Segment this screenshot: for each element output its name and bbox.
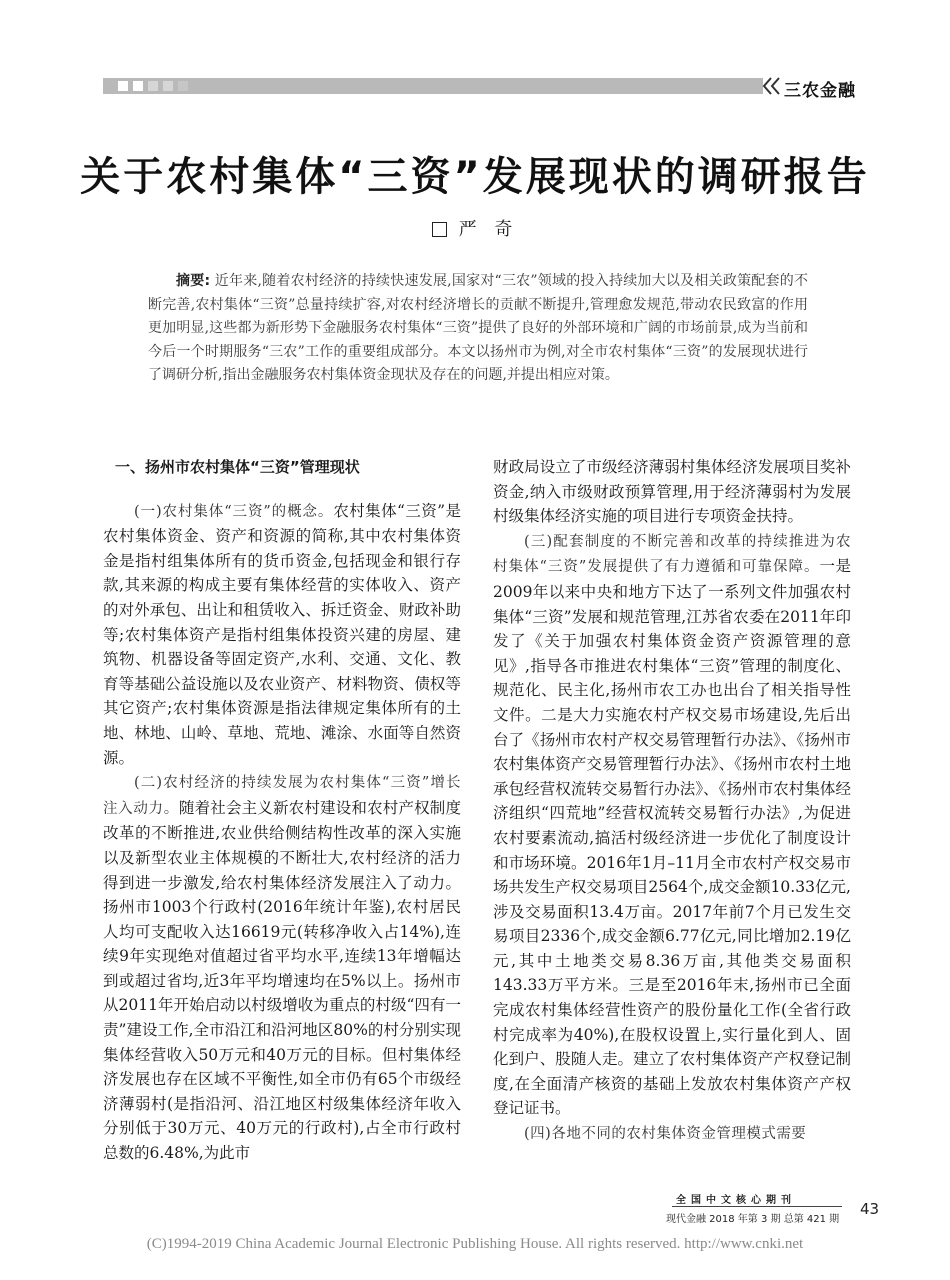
paragraph-institutions (493, 529, 851, 1121)
subsection-heading: (四)各地不同的农村集体资金管理模式需要 (524, 1126, 807, 1143)
header-square (163, 81, 173, 91)
page-number: 43 (860, 1200, 880, 1218)
paragraph-continued: 财政局设立了市级经济薄弱村集体经济发展项目奖补资金,纳入市级财政预算管理,用于经济薄弱村为发展村级集体经济实施的项目进行专项资金扶持。 (493, 458, 851, 526)
header-square (148, 81, 158, 91)
header-square (118, 81, 128, 91)
header-bar (103, 78, 763, 94)
abstract (148, 270, 808, 388)
footer-divider (672, 1206, 842, 1207)
subsection-heading: (一)农村集体“三资”的概念。 (134, 503, 334, 520)
left-column (103, 455, 461, 1166)
article-title: 关于农村集体“三资”发展现状的调研报告 (80, 154, 870, 200)
section-heading: 一、扬州市农村集体“三资”管理现状 (115, 458, 360, 476)
paragraph-text: 农村集体“三资”是农村集体资金、资产和资源的简称,其中农村集体资金是指村组集体所有的货币资金,包括现金和银行存款,其来源的构成主要有集体经营的实体收入、资产的对外承包、出让和租赁收入、拆迁资金、财政补助等;农村集体资产是指村组集体投资兴建的房屋、建筑物、机器设备等固定资产,水利、交通、文化、教育等基础公益设施以及农业资产、材料物资、债权等其它资产;农村集体资源是指法律规定集体所有的土地、林地、山岭、草地、荒地、滩涂、水面等自然资源。 (103, 501, 461, 767)
paragraph-text: 随着社会主义新农村建设和农村产权制度改革的不断推进,农业供给侧结构性改革的深入实施以及新型农业主体规模的不断壮大,农村经济的活力得到进一步激发,给农村集体经济发展注入了动力。扬州市1003个行政村(2016年统计年鉴),农村居民人均可支配收入达16619元(转移净收入占14%),连续9年实现绝对值超过省平均水平,连续13年增幅达到或超过省均,近3年平均增速均在5%以上。扬州市从2011年开始启动以村级增收为重点的村级“四有一责”建设工作,全市沿江和沿河地区80%的村分别实现集体经营收入50万元和40万元的目标。但村集体经济发展也存在区域不平衡性,如全市仍有65个市级经济薄弱村(是指沿河、沿江地区村级集体经济年收入分别低于30万元、40万元的行政村),占全市行政村总数的6.48%,为此市 (103, 798, 461, 1163)
author-name: 严 奇 (458, 219, 519, 240)
paragraph-development (103, 770, 461, 1166)
issue-label: 现代金融 2018 年第 3 期 总第 421 期 (666, 1214, 840, 1225)
header-squares (118, 81, 188, 91)
abstract-label: 摘要: (176, 273, 211, 289)
header-square (178, 81, 188, 91)
paragraph-concept (103, 499, 461, 771)
double-chevron-left-icon (760, 74, 784, 98)
section-label: 三农金融 (784, 81, 856, 101)
copyright-notice: (C)1994-2019 China Academic Journal Electronic Publishing House. All rights reserved. http://www.cnki.net (146, 1236, 804, 1252)
subsection-heading: (二)农村经济的持续发展为农村集体“三资”增长注入动力。 (103, 775, 461, 817)
subsection-heading: (三)配套制度的不断完善和改革的持续推进为农村集体“三资”发展提供了有力遵循和可靠保障。 (493, 533, 851, 576)
abstract-text: 近年来,随着农村经济的持续快速发展,国家对“三农”领域的投入持续加大以及相关政策配套的不断完善,农村集体“三资”总量持续扩容,对农村经济增长的贡献不断提升,管理愈发规范,带动农民致富的作用更加明显,这些都为新形势下金融服务农村集体“三资”提供了良好的外部环境和广阔的市场前景,成为当前和今后一个时期服务“三农”工作的重要组成部分。本文以扬州市为例,对全市农村集体“三资”的发展现状进行了调研分析,指出金融服务农村集体资金现状及存在的问题,并提出相应对策。 (148, 273, 808, 383)
paragraph-text: 一是2009年以来中央和地方下达了一系列文件加强农村集体“三资”发展和规范管理,江苏省农委在2011年印发了《关于加强农村集体资金资产资源管理的意见》,指导各市推进农村集体“三资”管理的制度化、规范化、民主化,扬州市农工办也出台了相关指导性文件。二是大力实施农村产权交易市场建设,先后出台了《扬州市农村产权交易管理暂行办法》、《扬州市农村集体资产交易管理暂行办法》、《扬州市农村土地承包经营权流转交易暂行办法》、《扬州市农村集体经济组织“四荒地”经营权流转交易暂行办法》,为促进农村要素流动,搞活村级经济进一步优化了制度设计和市场环境。2016年1月–11月全市农村产权交易市场共发生产权交易项目2564个,成交金额10.33亿元,涉及交易面积13.4万亩。2017年前7个月已发生交易项目2336个,成交金额6.77亿元,同比增加2.19亿元,其中土地类交易8.36万亩,其他类交易面积143.33万平方米。三是至2016年末,扬州市已全面完成农村集体经营性资产的股份量化工作(全省行政村完成率为40%),在股权设置上,实行量化到人、固化到户、股随人走。建立了农村集体资产产权登记制度,在全面清产核资的基础上发放农村集体资产产权登记证书。 (493, 557, 851, 1118)
paragraph-management (493, 1121, 851, 1147)
right-column (493, 455, 851, 1147)
author-line (0, 215, 950, 241)
author-box-icon (432, 222, 447, 237)
header-square (133, 81, 143, 91)
journal-label: 全国中文核心期刊 (676, 1195, 796, 1206)
